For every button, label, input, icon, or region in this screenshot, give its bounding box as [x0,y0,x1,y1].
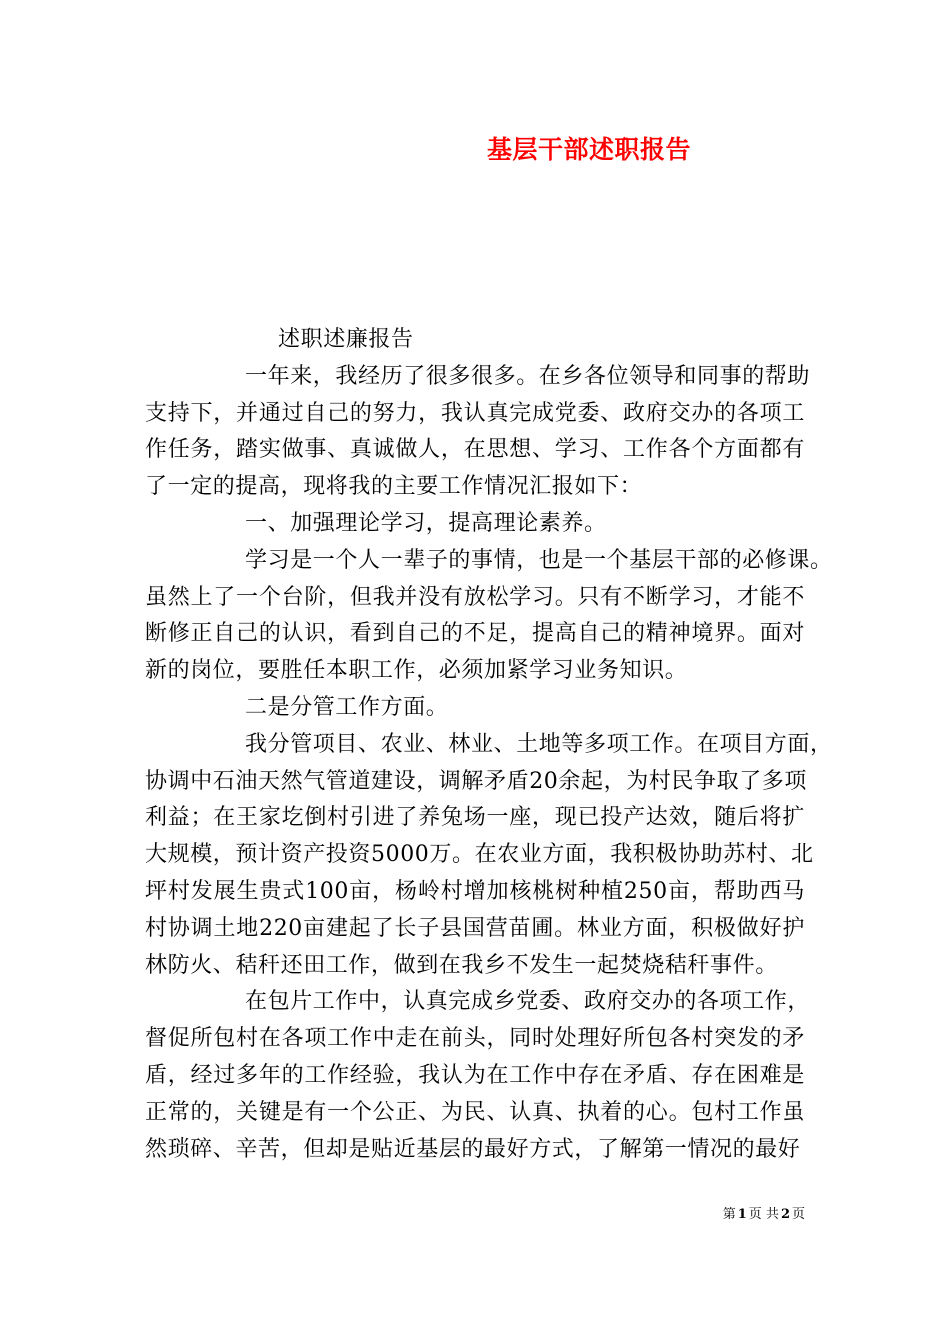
text-line: 然琐碎、辛苦，但却是贴近基层的最好方式，了解第一情况的最好 [145,1136,801,1162]
footer-prefix: 第 [722,1207,736,1222]
document-title: 基层干部述职报告 [487,135,692,164]
page-number: 1 [737,1207,747,1222]
paragraph-study [145,543,833,690]
paragraph-projects [145,727,833,985]
text-line: 学习是一个人一辈子的事情，也是一个基层干部的必修课。 [245,547,833,573]
report-subheading: 述职述廉报告 [278,327,414,352]
text-line: 二是分管工作方面。 [245,694,449,720]
text-line: 盾，经过多年的工作经验，我认为在工作中存在矛盾、存在困难是 [145,1062,805,1088]
paragraph-village-work [145,984,811,1168]
text-line: 一年来，我经历了很多很多。在乡各位领导和同事的帮助 [245,363,811,389]
section-heading-responsibilities [145,690,805,727]
text-line: 大规模，预计资产投资5000万。在农业方面，我积极协助苏村、北 [145,842,814,868]
text-line: 坪村发展生贵式100亩，杨岭村增加核桃树种植250亩，帮助西马 [145,878,805,904]
text-line: 林防火、秸秆还田工作，做到在我乡不发生一起焚烧秸秆事件。 [145,952,778,978]
text-line: 督促所包村在各项工作中走在前头，同时处理好所包各村突发的矛 [145,1026,805,1052]
section-heading-theory [145,506,805,543]
total-pages: 2 [780,1207,790,1222]
footer-suffix: 页 [791,1207,805,1222]
text-line: 断修正自己的认识，看到自己的不足，提高自己的精神境界。面对 [145,621,805,647]
text-line: 了一定的提高，现将我的主要工作情况汇报如下： [145,474,643,500]
text-line: 作任务，踏实做事、真诚做人，在思想、学习、工作各个方面都有 [145,437,805,463]
text-line: 支持下，并通过自己的努力，我认真完成党委、政府交办的各项工 [145,400,805,426]
text-line: 利益；在王家圪倒村引进了养兔场一座，现已投产达效，随后将扩 [145,805,805,831]
paragraph-intro [145,359,811,506]
document-body [145,322,833,1168]
footer-middle: 页 共 [748,1207,779,1222]
page-footer [723,1206,805,1224]
text-line: 正常的，关键是有一个公正、为民、认真、执着的心。包村工作虽 [145,1099,805,1125]
text-line: 我分管项目、农业、林业、土地等多项工作。在项目方面， [245,731,833,757]
text-line: 协调中石油天然气管道建设，调解矛盾20余起，为村民争取了多项 [145,768,807,794]
text-line: 虽然上了一个台阶，但我并没有放松学习。只有不断学习，才能不 [145,584,805,610]
text-line: 新的岗位，要胜任本职工作，必须加紧学习业务知识。 [145,658,688,684]
text-line: 在包片工作中，认真完成乡党委、政府交办的各项工作， [245,989,811,1015]
text-line: 村协调土地220亩建起了长子县国营苗圃。林业方面，积极做好护 [145,915,805,941]
text-line: 一、加强理论学习，提高理论素养。 [245,510,607,536]
